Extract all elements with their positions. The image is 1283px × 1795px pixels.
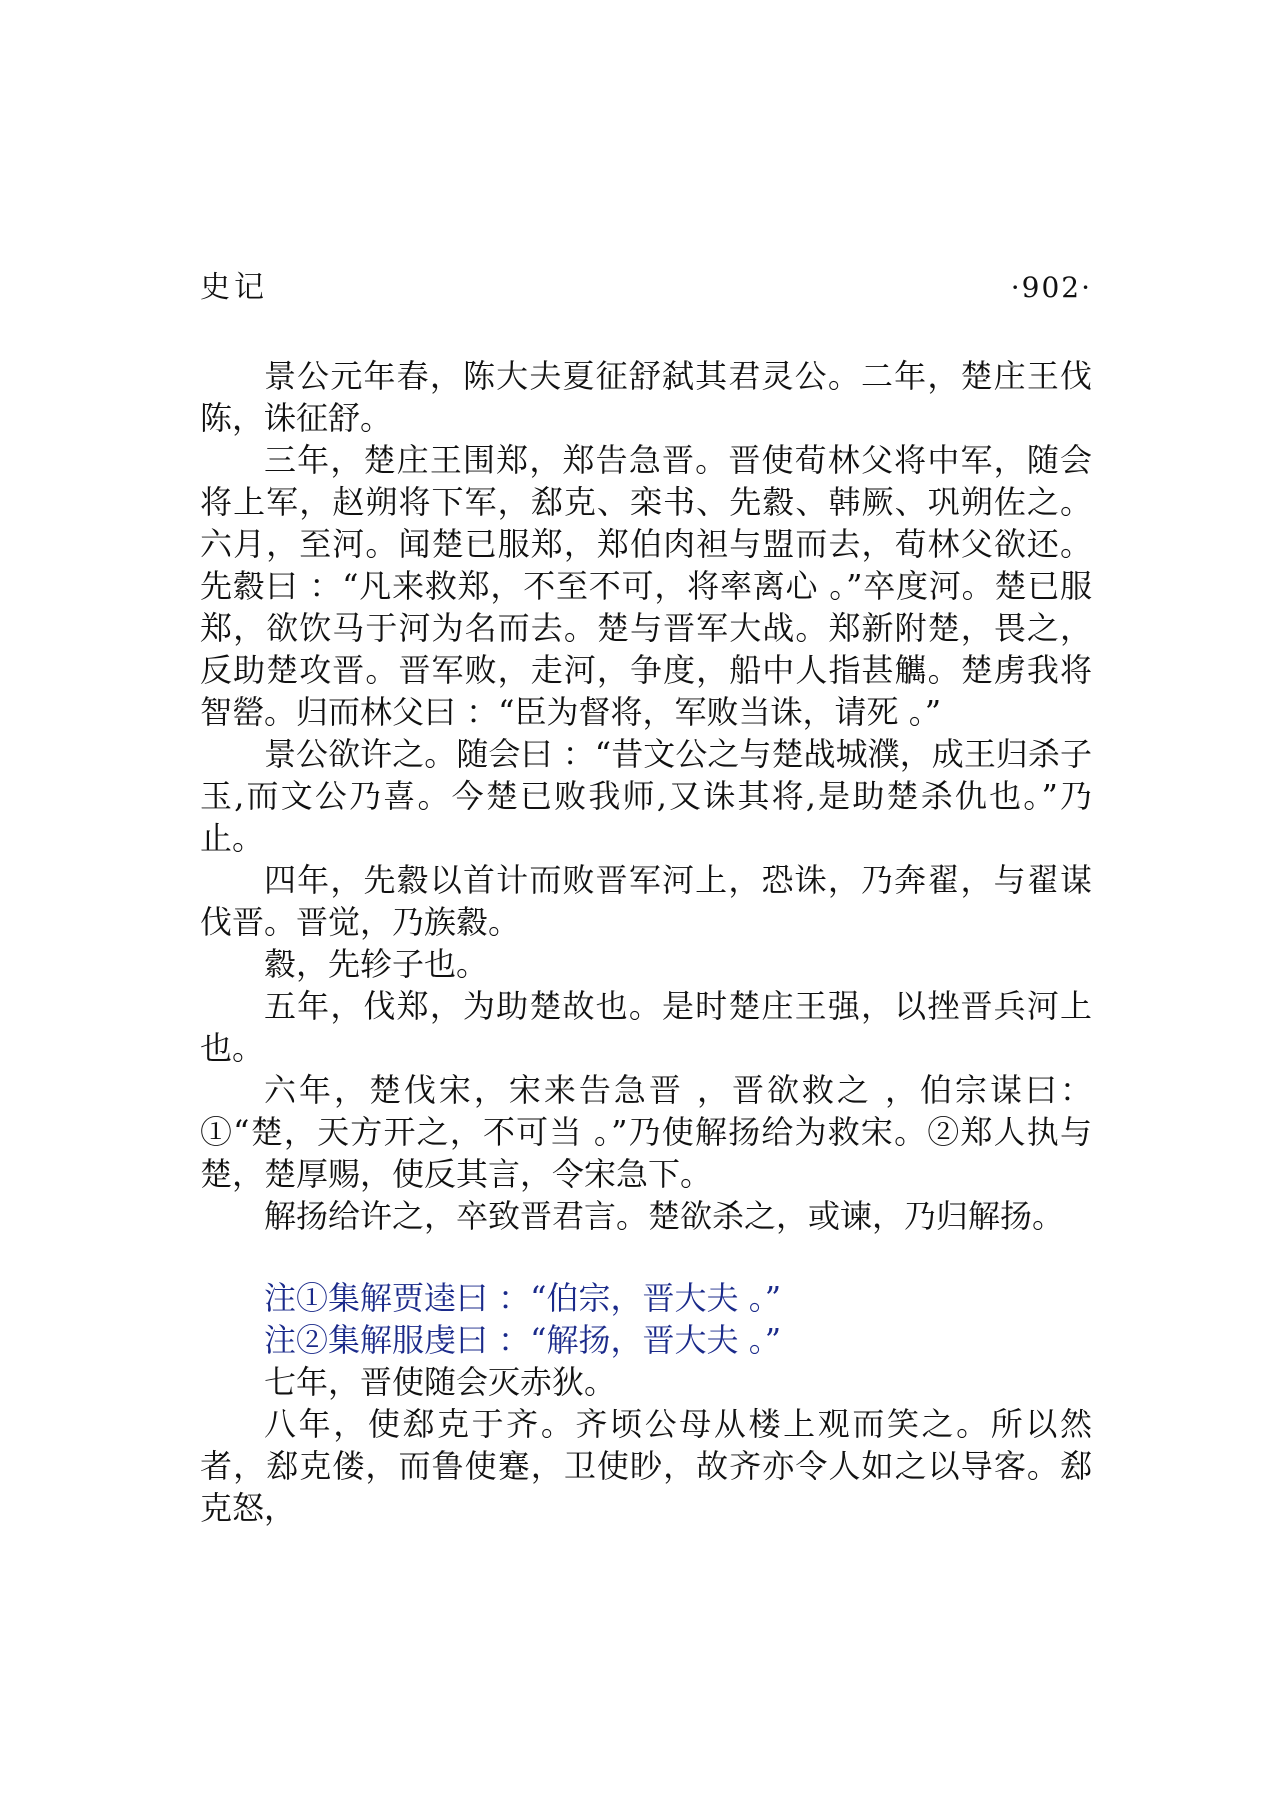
- book-title: 史记: [200, 270, 268, 305]
- paragraph: 八年，使郄克于齐。齐顷公母从楼上观而笑之。所以然者，郄克偻，而鲁使蹇，卫使眇，故齐亦令人如之以导客。郄克怒，: [200, 1405, 1092, 1527]
- paragraph: 縠，先轸子也。: [264, 945, 489, 983]
- paragraph: 七年，晋使随会灭赤狄。: [264, 1363, 617, 1401]
- paragraph: 解扬给许之，卒致晋君言。楚欲杀之，或谏，乃归解扬。: [264, 1197, 1065, 1235]
- paragraph: 六年，楚伐宋，宋来告急晋 ，晋欲救之 ，伯宗谋曰：①“楚，天方开之，不可当 。”乃使解扬给为救宋。②郑人执与楚，楚厚赐，使反其言，令宋急下。: [200, 1071, 1092, 1193]
- section-gap: [200, 1237, 1092, 1277]
- body-text: [200, 355, 1092, 1529]
- page-header: [200, 268, 1092, 308]
- annotation-note: 注②集解服虔曰 ：“解扬，晋大夫 。”: [264, 1321, 782, 1359]
- paragraph: 四年，先縠以首计而败晋军河上，恐诛，乃奔翟，与翟谋伐晋。晋觉，乃族縠。: [200, 861, 1092, 941]
- paragraph: 三年，楚庄王围郑，郑告急晋。晋使荀林父将中军，随会将上军，赵朔将下军，郄克、栾书、先縠、韩厥、巩朔佐之。六月，至河。闻楚已服郑，郑伯肉袒与盟而去，荀林父欲还。先縠曰 ：“凡来救郑，不至不可，将率离心 。”卒度河。楚已服郑，欲饮马于河为名而去。楚与晋军大战。郑新附楚，畏之，反助楚攻晋。晋军败，走河，争度，船中人指甚觽。楚虏我将智罃。归而林父曰 ：“臣为督将，军败当诛，请死 。”: [200, 441, 1092, 731]
- paragraph: 景公元年春，陈大夫夏征舒弑其君灵公。二年，楚庄王伐陈，诛征舒。: [200, 357, 1092, 437]
- paragraph: 五年，伐郑，为助楚故也。是时楚庄王强，以挫晋兵河上也。: [200, 987, 1092, 1067]
- page-number: ·902·: [1010, 271, 1092, 304]
- annotation-note: 注①集解贾逵曰 ：“伯宗，晋大夫 。”: [264, 1279, 782, 1317]
- paragraph: 景公欲许之。随会曰 ：“昔文公之与楚战城濮，成王归杀子玉,而文公乃喜。今楚已败我师,又诛其将,是助楚杀仇也。”乃止。: [200, 735, 1092, 857]
